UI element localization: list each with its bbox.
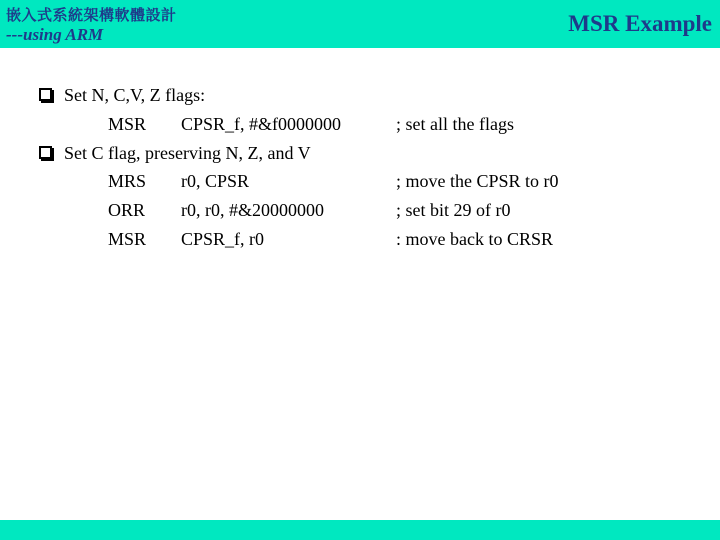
code-op: MRS xyxy=(108,171,147,191)
code-comment: ; set bit 29 of r0 xyxy=(396,200,511,220)
bullet-text: Set N, C,V, Z flags: xyxy=(64,85,206,105)
code-args: r0, CPSR xyxy=(181,171,250,191)
code-args: CPSR_f, #&f0000000 xyxy=(181,114,342,134)
code-op: ORR xyxy=(108,200,146,220)
bullet-square-icon xyxy=(39,88,52,101)
course-subtitle: ---using ARM xyxy=(6,25,104,44)
bullet-text: Set C flag, preserving N, Z, and V xyxy=(64,143,311,163)
code-comment: ; move the CPSR to r0 xyxy=(396,171,559,191)
footer-bar xyxy=(0,520,720,540)
code-args: CPSR_f, r0 xyxy=(181,229,265,249)
code-comment: : move back to CRSR xyxy=(396,229,553,249)
code-op: MSR xyxy=(108,114,147,134)
code-args: r0, r0, #&20000000 xyxy=(181,200,324,220)
slide-title: MSR Example xyxy=(568,11,712,36)
course-title: 嵌入式系統架構軟體設計 xyxy=(6,6,177,24)
bullet-square-icon xyxy=(39,146,52,159)
code-op: MSR xyxy=(108,229,147,249)
code-comment: ; set all the flags xyxy=(396,114,514,134)
